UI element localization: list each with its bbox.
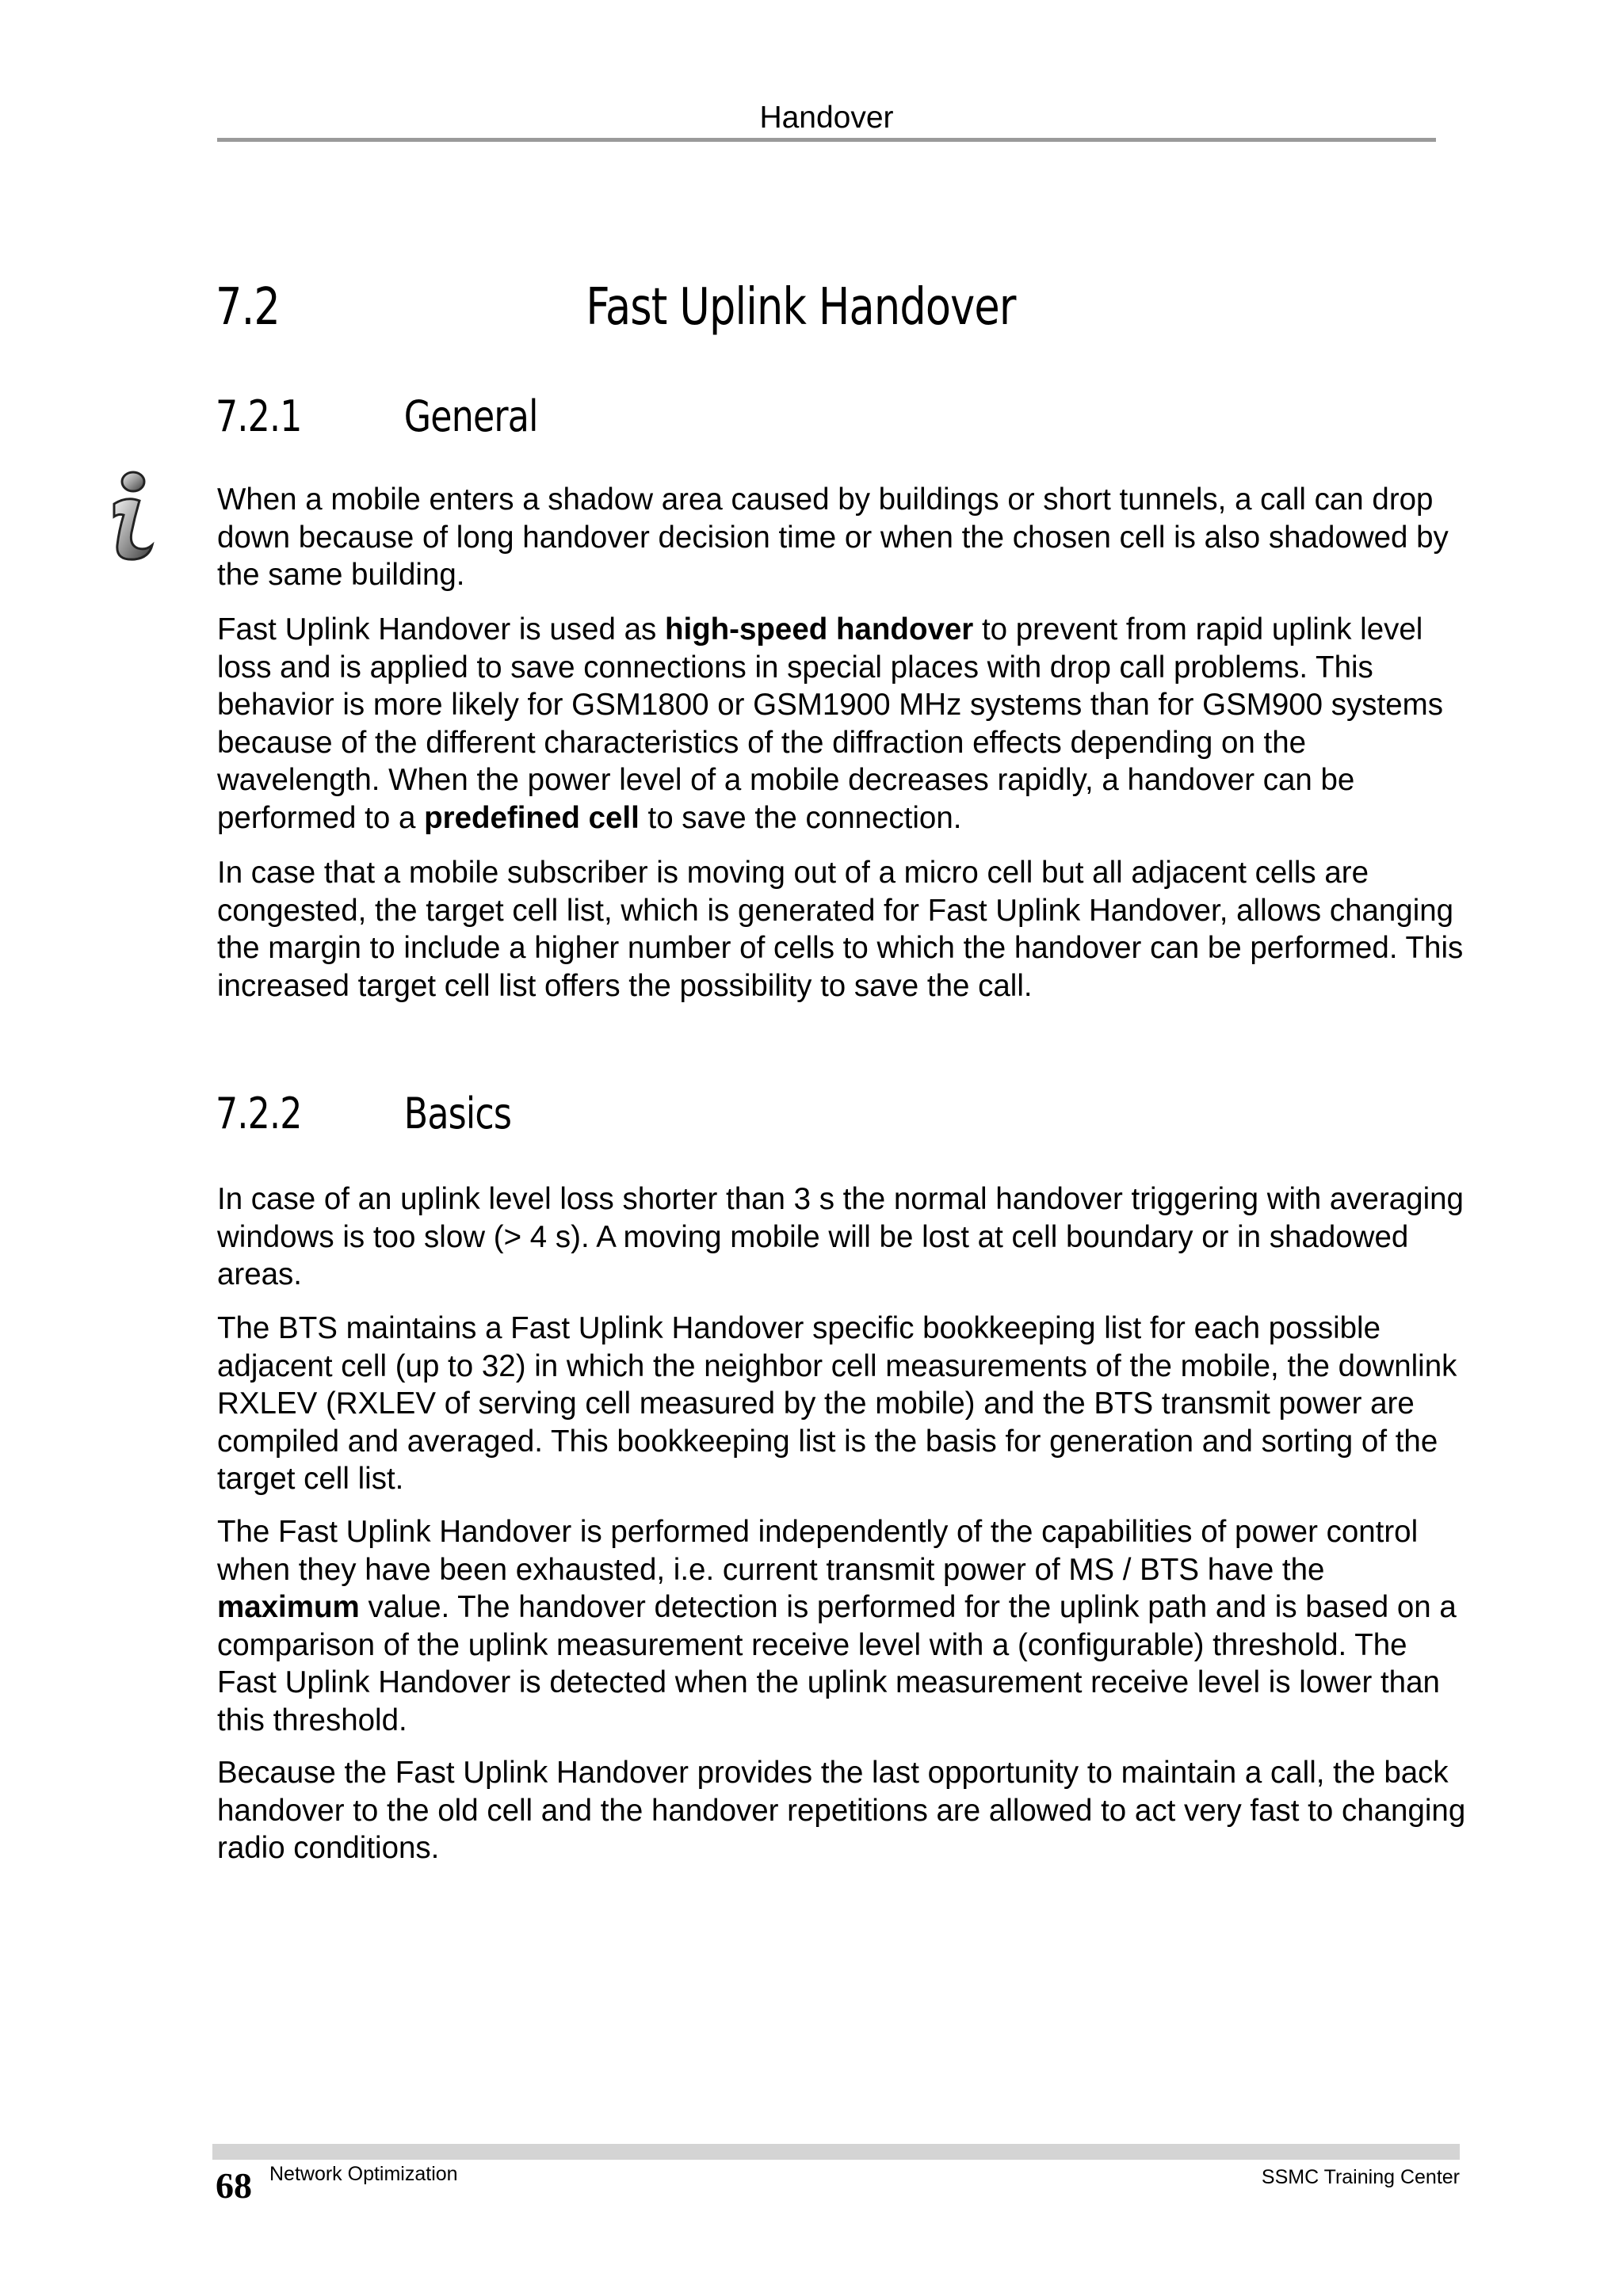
subsection-title: General [403,391,538,441]
paragraph-text: The Fast Uplink Handover is performed independently of the capabilities of power control when they have been exhausted, i.e. current transmit power of MS / BTS have the [217,1515,1419,1587]
subsection-heading-basics [216,1089,511,1139]
emphasis-text: predefined cell [424,800,640,835]
section-number: 7.2 [216,278,281,337]
paragraph-text: to save the connection. [639,800,962,835]
emphasis-text: maximum [217,1590,360,1625]
footer-rule [212,2144,1460,2160]
subsection-heading-general [216,391,538,442]
paragraph-text: to prevent from rapid uplink level loss and is applied to save connections in special places with drop call problems. This behavior is more likely for GSM1800 or GSM1900 MHz systems than for GSM900 systems because of the different characteristics of the diffraction effects depending on the wavelength. When the power level of a mobile decreases rapidly, a handover can be performed to a [217,612,1443,835]
subsection-number: 7.2.2 [216,1089,302,1138]
subsection-title: Basics [403,1089,512,1138]
paragraph: Because the Fast Uplink Handover provides the last opportunity to maintain a call, the back handover to the old cell and the handover repetitions are allowed to act very fast to changing radio conditions. [217,1756,1466,1866]
page-number: 68 [216,2165,252,2206]
paragraph: In case of an uplink level loss shorter than 3 s the normal handover triggering with averaging windows is too slow (> 4 s). A moving mobile will be lost at cell boundary or in shadowed areas. [217,1182,1464,1292]
paragraph: The BTS maintains a Fast Uplink Handover specific bookkeeping list for each possible adjacent cell (up to 32) in which the neighbor cell measurements of the mobile, the downlink RXLEV (RXLEV of serving cell measured by the mobile) and the BTS transmit power are compiled and averaged. This bookkeeping list is the basis for generation and sorting of the target cell list. [217,1311,1457,1497]
section-title: Fast Uplink Handover [586,278,1016,337]
paragraph: In case that a mobile subscriber is moving out of a micro cell but all adjacent cells are congested, the target cell list, which is generated for Fast Uplink Handover, allows changing the margin to include a higher number of cells to which the handover can be performed. This increased target cell list offers the possibility to save the call. [217,856,1464,1003]
footer-book-title: Network Optimization [269,2163,458,2185]
info-icon [103,469,158,564]
paragraph [217,611,1469,837]
section-heading [216,277,1016,338]
footer-publisher: SSMC Training Center [1261,2166,1460,2188]
paragraph: When a mobile enters a shadow area caused by buildings or short tunnels, a call can drop down because of long handover decision time or when the chosen cell is also shadowed by the same building. [217,482,1449,593]
header-rule [217,138,1436,142]
emphasis-text: high-speed handover [664,612,974,646]
paragraph-text: Fast Uplink Handover is used as [217,612,665,646]
paragraph-text: value. The handover detection is performed for the uplink path and is based on a comparison of the uplink measurement receive level with a (configurable) threshold. The Fast Uplink Handover is detected when the uplink measurement receive level is lower than this threshold. [217,1590,1457,1737]
running-header: Handover [759,101,894,135]
paragraph [217,1513,1469,1740]
subsection-number: 7.2.1 [216,391,302,441]
